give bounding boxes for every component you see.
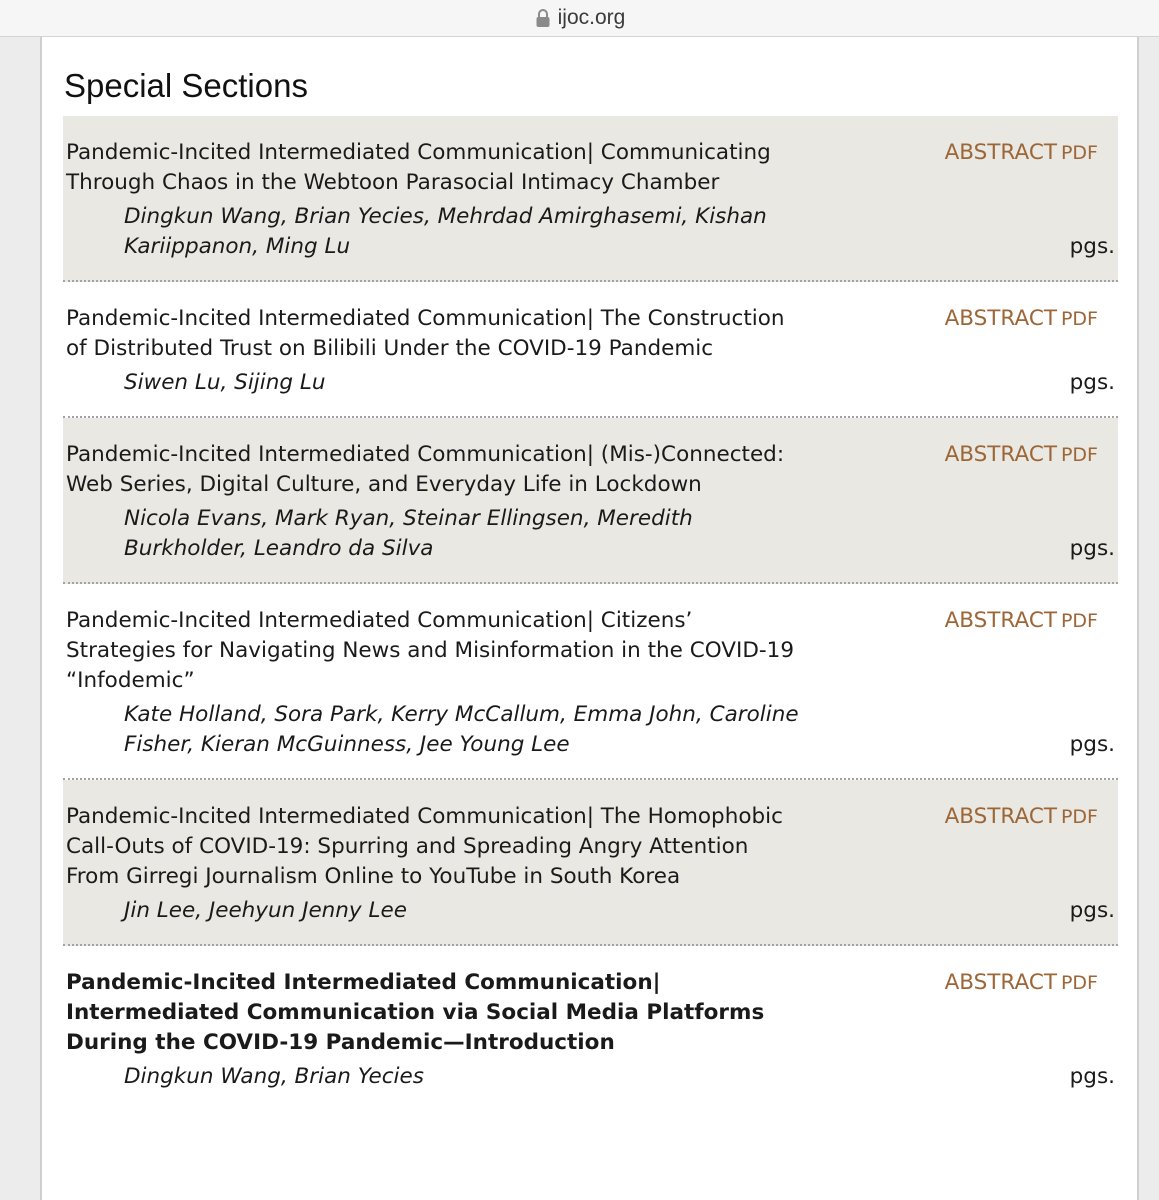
- article-pages: pgs.: [1069, 898, 1115, 923]
- article-title[interactable]: Pandemic-Incited Intermediated Communication| Communicating Through Chaos in the Webtoon Parasocial Intimacy Chamber: [66, 140, 771, 195]
- pdf-link[interactable]: PDF: [1060, 308, 1098, 330]
- article-links: [945, 440, 1098, 470]
- article-pages: pgs.: [1069, 732, 1115, 757]
- article-pages: pgs.: [1069, 536, 1115, 561]
- article-meta: [63, 504, 1118, 564]
- lock-icon: [534, 8, 552, 28]
- abstract-link[interactable]: ABSTRACT: [944, 970, 1057, 995]
- article-links: [945, 802, 1098, 832]
- article-authors: Kate Holland, Sora Park, Kerry McCallum, Emma John, Caroline Fisher, Kieran McGuinness, Jee Young Lee: [124, 702, 799, 757]
- pdf-link[interactable]: PDF: [1060, 610, 1098, 632]
- article-pages: pgs.: [1069, 234, 1115, 259]
- page-content: [40, 37, 1139, 1200]
- article-meta: [63, 700, 1118, 760]
- abstract-link[interactable]: ABSTRACT: [944, 804, 1057, 829]
- article-authors: Dingkun Wang, Brian Yecies, Mehrdad Amirghasemi, Kishan Kariippanon, Ming Lu: [124, 204, 767, 259]
- article-title[interactable]: Pandemic-Incited Intermediated Communication| (Mis-)Connected: Web Series, Digital Culture, and Everyday Life in Lockdown: [66, 442, 785, 497]
- article-title[interactable]: Pandemic-Incited Intermediated Communication| Citizens’ Strategies for Navigating News and Misinformation in the COVID-19 “Infodemic”: [66, 608, 795, 693]
- article-pages: pgs.: [1069, 1064, 1115, 1089]
- pdf-link[interactable]: PDF: [1060, 806, 1098, 828]
- article-meta: [63, 896, 1118, 926]
- article-links: [945, 606, 1098, 636]
- article-links: [945, 968, 1098, 998]
- article-title[interactable]: Pandemic-Incited Intermediated Communication| The Homophobic Call-Outs of COVID-19: Spurring and Spreading Angry Attention From Girregi Journalism Online to YouTube in South Korea: [66, 804, 783, 889]
- article-title[interactable]: Pandemic-Incited Intermediated Communication| The Construction of Distributed Trust on Bilibili Under the COVID-19 Pandemic: [66, 306, 785, 361]
- article-list: [63, 116, 1118, 1110]
- article-row: [63, 946, 1118, 1110]
- pdf-link[interactable]: PDF: [1060, 972, 1098, 994]
- article-pages: pgs.: [1069, 370, 1115, 395]
- abstract-link[interactable]: ABSTRACT: [944, 442, 1057, 467]
- article-links: [945, 304, 1098, 334]
- section-title: Special Sections: [64, 67, 308, 104]
- article-authors: Nicola Evans, Mark Ryan, Steinar Ellingsen, Meredith Burkholder, Leandro da Silva: [124, 506, 693, 561]
- article-meta: [63, 1062, 1118, 1092]
- article-row: [63, 780, 1118, 946]
- pdf-link[interactable]: PDF: [1060, 444, 1098, 466]
- abstract-link[interactable]: ABSTRACT: [944, 140, 1057, 165]
- article-row: [63, 584, 1118, 780]
- article-meta: [63, 202, 1118, 262]
- url-text: ijoc.org: [557, 6, 626, 29]
- abstract-link[interactable]: ABSTRACT: [944, 608, 1057, 633]
- article-row: [63, 418, 1118, 584]
- abstract-link[interactable]: ABSTRACT: [944, 306, 1057, 331]
- article-authors: Dingkun Wang, Brian Yecies: [124, 1064, 424, 1089]
- article-meta: [63, 368, 1118, 398]
- article-title[interactable]: Pandemic-Incited Intermediated Communication| Intermediated Communication via Social Media Platforms During the COVID-19 Pandemic—Introduction: [66, 970, 765, 1055]
- url-display[interactable]: [534, 6, 626, 30]
- pdf-link[interactable]: PDF: [1060, 142, 1098, 164]
- browser-address-bar[interactable]: [0, 0, 1159, 37]
- article-authors: Siwen Lu, Sijing Lu: [124, 370, 326, 395]
- article-authors: Jin Lee, Jeehyun Jenny Lee: [124, 898, 407, 923]
- article-row: [63, 282, 1118, 418]
- article-row: [63, 116, 1118, 282]
- article-links: [945, 138, 1098, 168]
